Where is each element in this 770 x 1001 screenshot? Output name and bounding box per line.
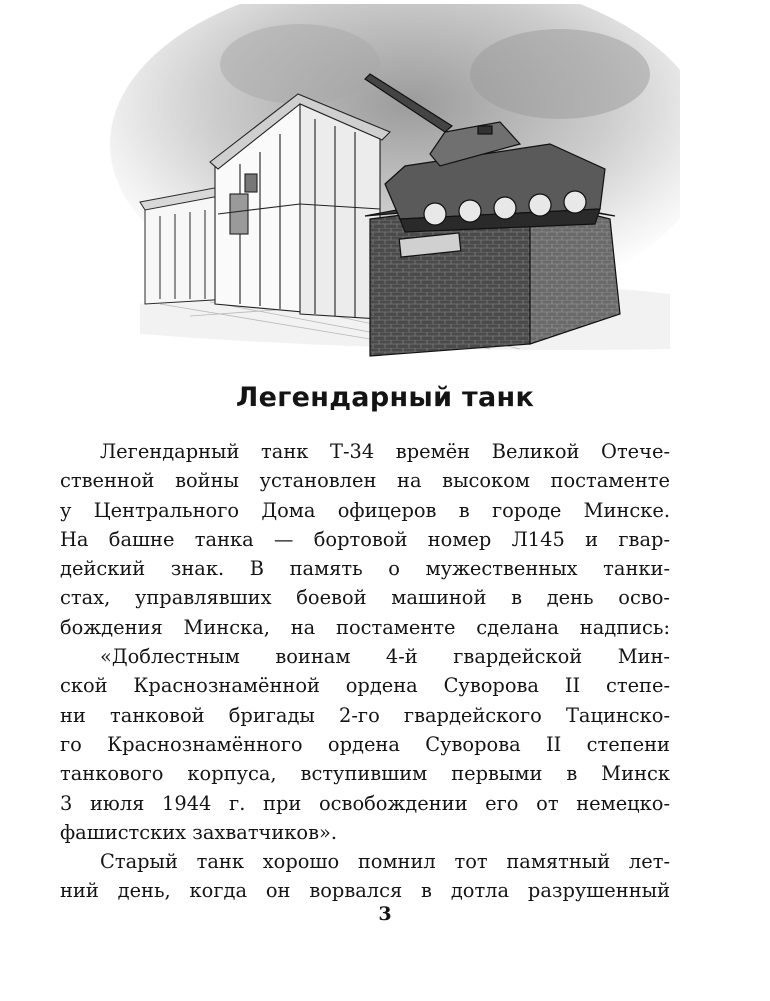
- text-line: «Доблестным воинам 4-й гвардейской Мин-: [100, 645, 670, 669]
- text-line: ственной войны установлен на высоком постаменте: [60, 469, 670, 493]
- page-number: 3: [378, 903, 392, 925]
- text-line: го Краснознамённого ордена Суворова II степени: [60, 732, 670, 756]
- tank-monument-illustration: [100, 4, 680, 364]
- text-line: фашистских захватчиков».: [60, 820, 338, 844]
- text-line: Легендарный танк Т-34 времён Великой Отече-: [100, 440, 670, 463]
- text-line: На башне танка — бортовой номер Л145 и гвар-: [60, 527, 670, 551]
- page-title: Легендарный танк: [235, 382, 535, 413]
- text-line: ской Краснознамённой ордена Суворова II степе-: [60, 674, 670, 698]
- text-line: ни танковой бригады 2-го гвардейского Тацинско-: [60, 703, 670, 727]
- text-line: Старый танк хорошо помнил тот памятный лет-: [100, 850, 670, 874]
- text-line: ний день, когда он ворвался в дотла разрушенный: [60, 879, 670, 903]
- text-line: бождения Минска, на постаменте сделана надпись:: [60, 615, 670, 639]
- text-line: дейский знак. В память о мужественных танки-: [60, 557, 670, 581]
- text-line: стах, управлявших боевой машиной в день осво-: [60, 586, 670, 610]
- text-line: у Центрального Дома офицеров в городе Минске.: [60, 498, 670, 522]
- text-line: 3 июля 1944 г. при освобождении его от немецко-: [60, 791, 670, 815]
- body-text: [60, 437, 670, 906]
- text-line: танкового корпуса, вступившим первыми в Минск: [60, 762, 670, 786]
